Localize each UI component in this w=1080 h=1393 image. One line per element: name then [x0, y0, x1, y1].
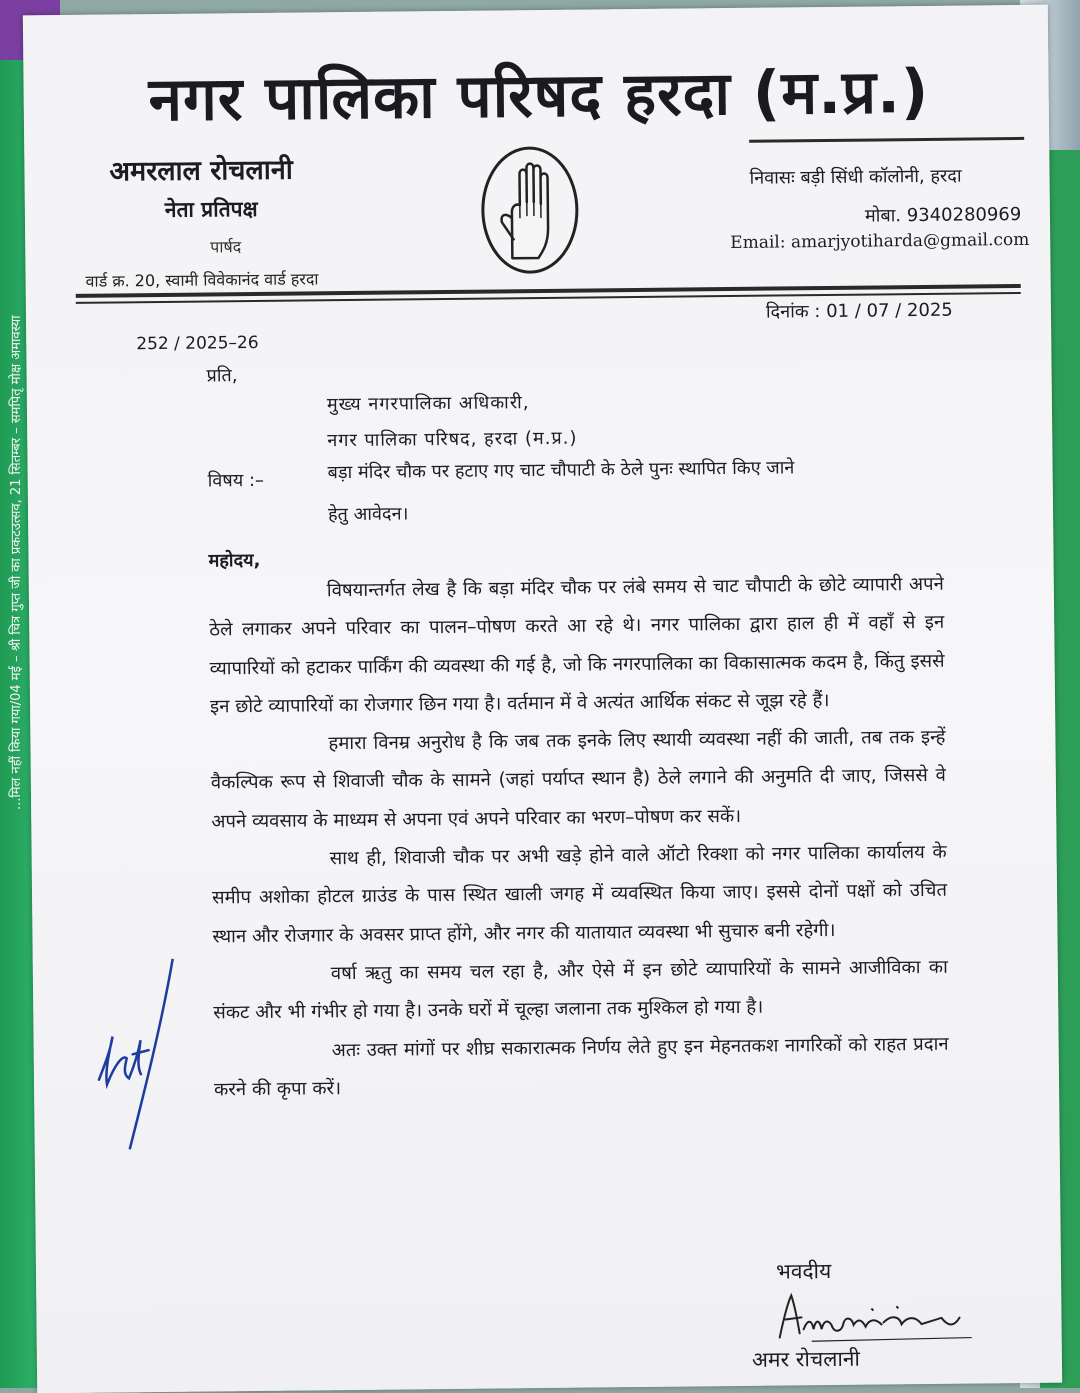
sender-role: पार्षद — [210, 235, 241, 257]
signature — [771, 1288, 972, 1349]
reference-number: 252 / 2025–26 — [136, 333, 259, 354]
recipient-line-2: नगर पालिका परिषद, हरदा (म.प्र.) — [327, 426, 577, 453]
body-paragraph: विषयान्तर्गत लेख है कि बड़ा मंदिर चौक पर लंबे समय से चाट चौपाटी के छोटे व्यापारी अपने ठेले लगाकर अपने परिवार का पालन–पोषण करते आ रहे थे। नगर पालिका द्वारा हाल ही में वहाँ से इन व्यापारियों को हटाकर पार्किंग की व्यवस्था की गई है, जो कि नगरपालिका का विकासात्मक कदम है, किंतु इससे इन छोटे व्यापारियों का रोजगार छिन गया है। वर्तमान में वे अत्यंत आर्थिक संकट से जूझ रहे हैं। — [209, 566, 946, 727]
signer-name: अमर रोचलानी — [752, 1345, 860, 1374]
body-paragraph: साथ ही, शिवाजी चौक पर अभी खड़े होने वाले ऑटो रिक्शा को नगर पालिका कार्यालय के समीप अशोका होटल ग्राउंड के पास स्थित खाली जगह में व्यवस्थित किया जाए। इससे दोनों पक्षों को उचित स्थान और रोजगार के अवसर प्राप्त होंगे, और नगर की यातायात व्यवस्था भी सुचारु बनी रहेगी। — [211, 834, 947, 957]
subject-line-1: बड़ा मंदिर चौक पर हटाए गए चाट चौपाटी के ठेले पुनः स्थापित किए जाने — [327, 455, 794, 484]
header-rule-right — [749, 137, 1024, 143]
to-label: प्रति, — [206, 363, 237, 387]
recipient-line-1: मुख्य नगरपालिका अधिकारी, — [327, 390, 530, 416]
sender-post: नेता प्रतिपक्ष — [165, 195, 258, 224]
handwritten-initials — [88, 954, 180, 1159]
sender-email: Email: amarjyotiharda@gmail.com — [730, 230, 1029, 253]
hand-symbol-icon — [479, 140, 581, 285]
sender-mobile: मोबा. 9340280969 — [865, 202, 1022, 228]
salutation: महोदय, — [208, 548, 260, 573]
sender-ward: वार्ड क्र. 20, स्वामी विवेकानंद वार्ड हरदा — [85, 267, 318, 291]
subject-label: विषय :– — [208, 468, 265, 493]
body-paragraph: वर्षा ऋतु का समय चल रहा है, और ऐसे में इन छोटे व्यापारियों के सामने आजीविका का संकट और भी गंभीर हो गया है। उनके घरों में चूल्हा जलाना तक मुश्किल हो गया है। — [213, 949, 949, 1033]
letterhead-title: नगर पालिका परिषद हरदा (म.प्र.) — [148, 48, 929, 138]
poster-strip-text: ...मिल नहीं किया गया/04 मई – श्री चित्र गुप्त जी का प्रकटउत्सव, 21 सितम्बर – समपितृ मोक्ष अमावस्या — [8, 10, 22, 810]
sender-name: अमरलाल रोचलानी — [109, 150, 293, 189]
body-paragraph: अतः उक्त मांगों पर शीघ्र सकारात्मक निर्णय लेते हुए इन मेहनतकश नागरिकों को राहत प्रदान करने की कृपा करें। — [213, 1025, 949, 1109]
sender-address: निवासः बड़ी सिंधी कॉलोनी, हरदा — [749, 164, 961, 190]
letterhead-sheet — [23, 5, 1062, 1393]
closing-yours: भवदीय — [776, 1257, 832, 1286]
body-paragraph: हमारा विनम्र अनुरोध है कि जब तक इनके लिए स्थायी व्यवस्था नहीं की जाती, तब तक इन्हें वैकल्पिक रूप से शिवाजी चौक के सामने (जहां पर्याप्त स्थान है) ठेले लगाने की अनुमति दी जाए, जिससे वे अपने व्यवसाय के माध्यम से अपना एवं अपने परिवार का भरण–पोषण कर सकें। — [210, 719, 946, 842]
letter-body — [209, 566, 950, 1110]
subject-line-2: हेतु आवेदन। — [328, 501, 409, 526]
letter-date: दिनांक : 01 / 07 / 2025 — [766, 298, 953, 324]
